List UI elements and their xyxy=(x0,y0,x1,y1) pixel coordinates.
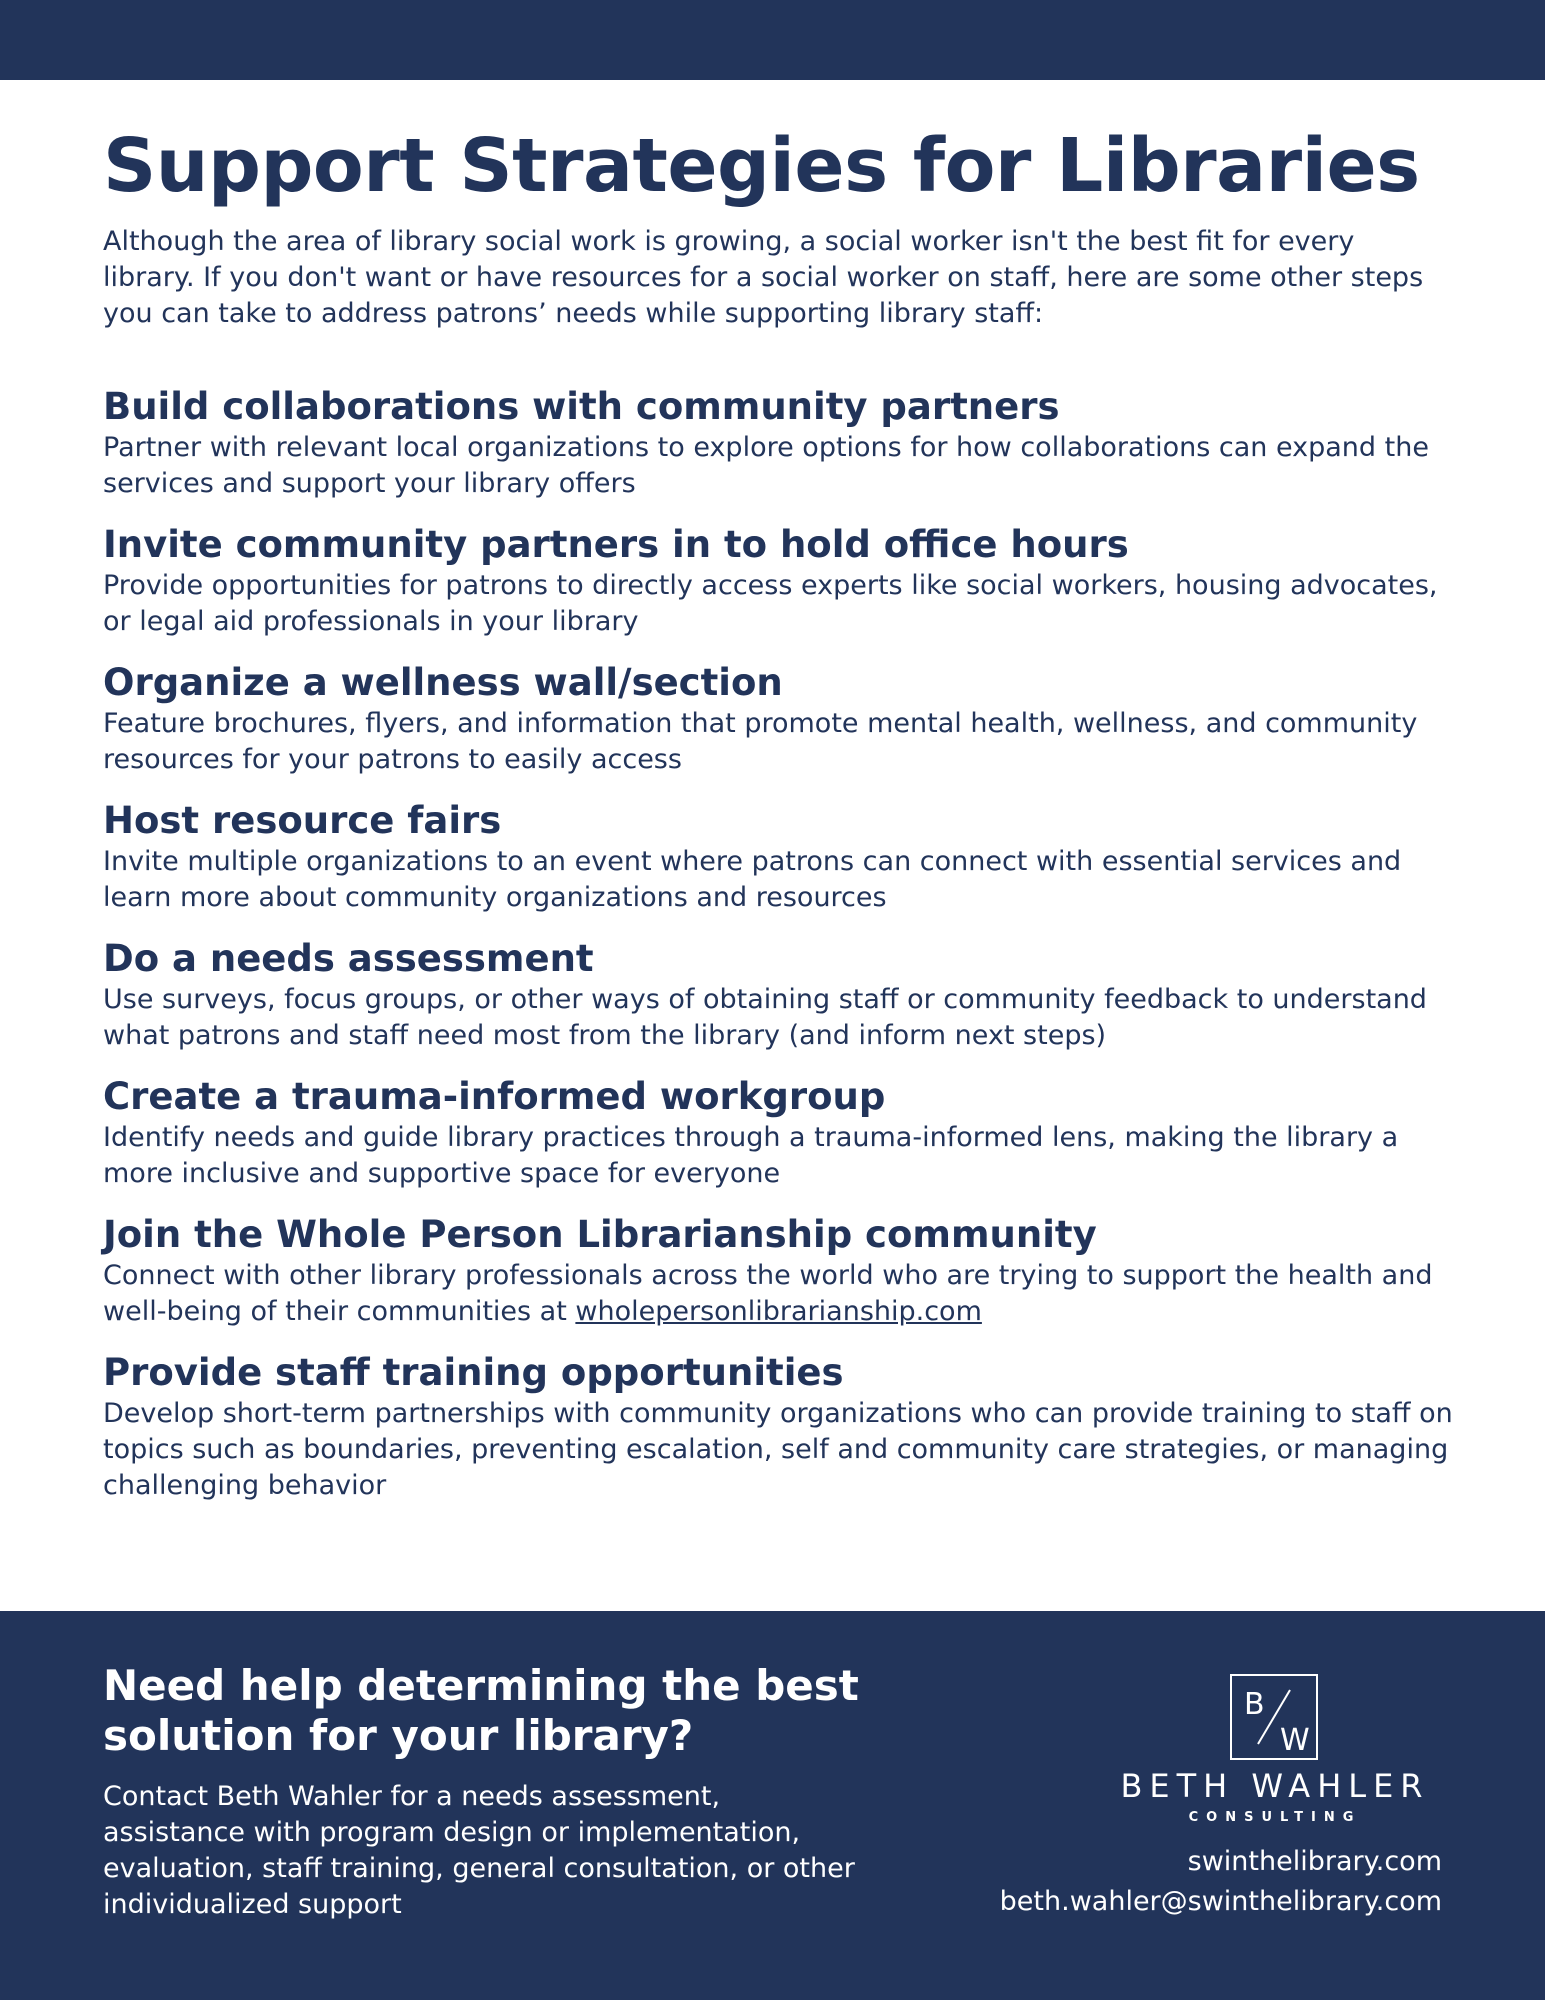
strategy-item xyxy=(103,384,1453,502)
strategy-title: Organize a wellness wall/section xyxy=(103,661,783,704)
strategy-description: Partner with relevant local organizations to explore options for how collaborations can expand the services and support your library offers xyxy=(103,432,1429,499)
website-link[interactable]: swinthelibrary.com xyxy=(1187,1846,1442,1877)
strategy-description: Invite multiple organizations to an event where patrons can connect with essential services and learn more about community organizations and resources xyxy=(103,846,1402,913)
whole-person-librarianship-link[interactable]: wholepersonlibrarianship.com xyxy=(575,1296,982,1327)
beth-wahler-logo xyxy=(1110,1662,1440,1825)
strategy-description-with-link xyxy=(103,1258,1453,1330)
strategy-item xyxy=(103,1212,1453,1330)
strategy-list xyxy=(103,384,1453,1504)
strategy-item xyxy=(103,798,1453,916)
strategy-title: Build collaborations with community partners xyxy=(103,385,1060,428)
strategy-item xyxy=(103,1074,1453,1192)
strategy-item xyxy=(103,1350,1453,1504)
monogram-icon xyxy=(1230,1674,1318,1760)
strategy-title: Join the Whole Person Librarianship community xyxy=(103,1213,1097,1256)
monogram-svg xyxy=(1232,1676,1316,1758)
strategy-description: Use surveys, focus groups, or other ways of obtaining staff or community feedback to understand what patrons and staff need most from the library (and inform next steps) xyxy=(103,984,1427,1051)
strategy-title: Create a trauma-informed workgroup xyxy=(103,1075,886,1118)
footer-banner xyxy=(0,1611,1545,2000)
logo-subtitle: CONSULTING xyxy=(1188,1810,1362,1825)
intro-paragraph: Although the area of library social work is growing, a social worker isn't the best fit for every library. If you don't want or have resources for a social worker on staff, here are some other steps you can take to address patrons’ needs while supporting library staff: xyxy=(103,226,1424,329)
strategy-item xyxy=(103,522,1453,640)
contact-info xyxy=(842,1842,1442,1922)
email-link[interactable]: beth.wahler@swinthelibrary.com xyxy=(999,1886,1442,1917)
footer-description: Contact Beth Wahler for a needs assessment, assistance with program design or implementation, evaluation, staff training, general consultation, or other individualized support xyxy=(103,1781,855,1920)
monogram-w: W xyxy=(1280,1723,1310,1758)
strategy-title: Invite community partners in to hold office hours xyxy=(103,523,1129,566)
footer-heading: Need help determining the best solution for your library? xyxy=(103,1661,859,1760)
strategy-title: Provide staff training opportunities xyxy=(103,1351,844,1394)
page-title: Support Strategies for Libraries xyxy=(103,123,1420,209)
strategy-description: Provide opportunities for patrons to directly access experts like social workers, housing advocates, or legal aid professionals in your library xyxy=(103,570,1438,637)
strategy-description: Develop short-term partnerships with community organizations who can provide training to staff on topics such as boundaries, preventing escalation, self and community care strategies, or managing challenging behavior xyxy=(103,1398,1453,1501)
strategy-title: Do a needs assessment xyxy=(103,937,594,980)
logo-name: BETH WAHLER xyxy=(1120,1767,1430,1805)
strategy-description-text: Connect with other library professionals across the world who are trying to support the health and well-being of their communities at xyxy=(103,1260,1433,1327)
strategy-description: Identify needs and guide library practices through a trauma-informed lens, making the library a more inclusive and supportive space for everyone xyxy=(103,1122,1399,1189)
strategy-description: Feature brochures, flyers, and information that promote mental health, wellness, and community resources for your patrons to easily access xyxy=(103,708,1418,775)
monogram-b: B xyxy=(1244,1687,1265,1722)
strategy-item xyxy=(103,936,1453,1054)
top-banner xyxy=(0,0,1545,80)
strategy-item xyxy=(103,660,1453,778)
main-content xyxy=(103,118,1453,1524)
strategy-title: Host resource fairs xyxy=(103,799,502,842)
